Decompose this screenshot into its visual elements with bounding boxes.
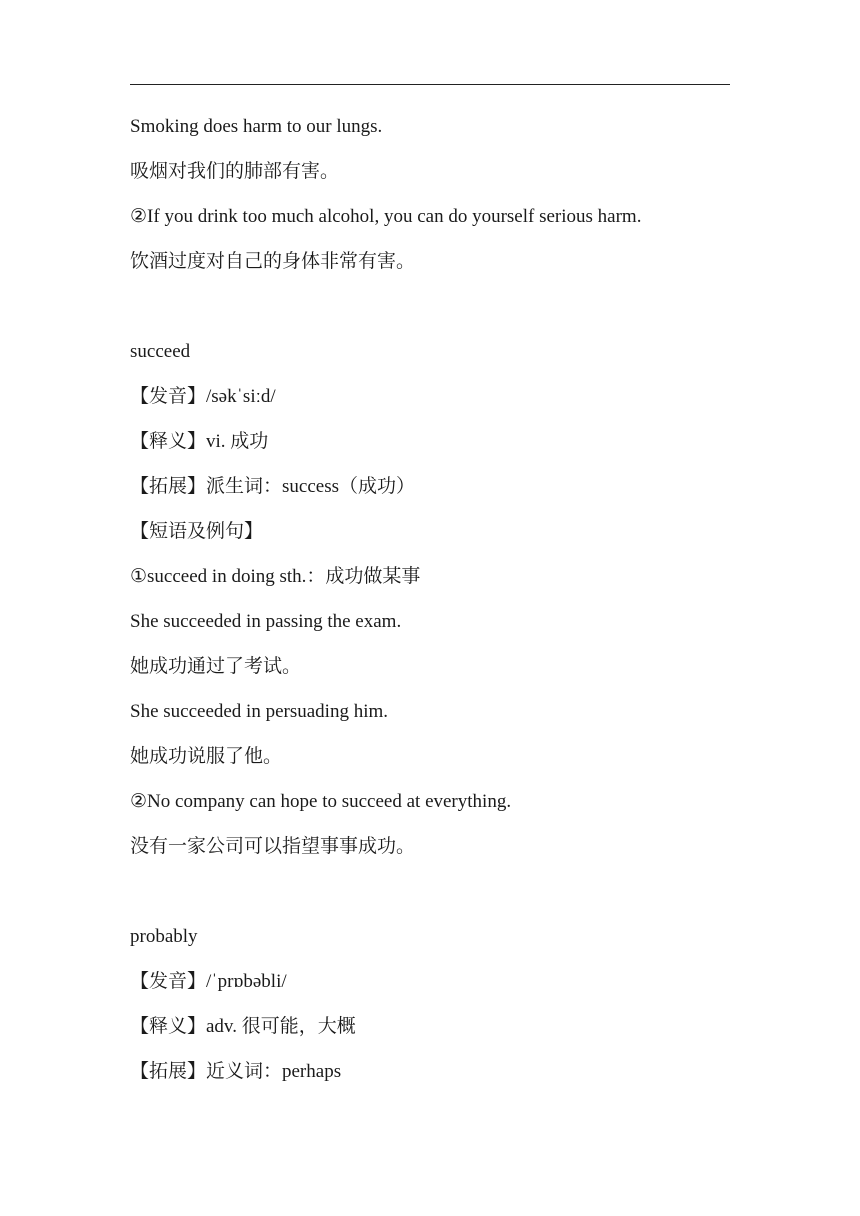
example-sentence-zh: 她成功通过了考试。 bbox=[130, 656, 302, 677]
pronunciation: 【发音】/ˈprɒbəbli/ bbox=[130, 971, 287, 992]
pronunciation: 【发音】/səkˈsiːd/ bbox=[130, 386, 276, 407]
phrase-item: ①succeed in doing sth.：成功做某事 bbox=[130, 566, 421, 587]
example-sentence-en: ②No company can hope to succeed at everything. bbox=[130, 791, 512, 812]
example-sentence-en: She succeeded in passing the exam. bbox=[130, 611, 402, 632]
phrases-heading: 【短语及例句】 bbox=[130, 521, 264, 542]
word-heading: probably bbox=[130, 926, 198, 947]
extension: 【拓展】近义词：perhaps bbox=[130, 1061, 342, 1082]
definition: 【释义】adv. 很可能，大概 bbox=[130, 1016, 356, 1037]
extension: 【拓展】派生词：success（成功） bbox=[130, 476, 415, 497]
example-sentence-en: ②If you drink too much alcohol, you can do yourself serious harm. bbox=[130, 206, 642, 227]
example-sentence-zh: 她成功说服了他。 bbox=[130, 746, 283, 767]
word-heading: succeed bbox=[130, 341, 191, 362]
header-rule bbox=[130, 84, 730, 85]
example-sentence-en: She succeeded in persuading him. bbox=[130, 701, 389, 722]
definition: 【释义】vi. 成功 bbox=[130, 431, 269, 452]
example-sentence-zh: 吸烟对我们的肺部有害。 bbox=[130, 161, 340, 182]
example-sentence-zh: 饮酒过度对自己的身体非常有害。 bbox=[130, 251, 416, 272]
example-sentence-zh: 没有一家公司可以指望事事成功。 bbox=[130, 836, 416, 857]
example-sentence-en: Smoking does harm to our lungs. bbox=[130, 116, 383, 137]
